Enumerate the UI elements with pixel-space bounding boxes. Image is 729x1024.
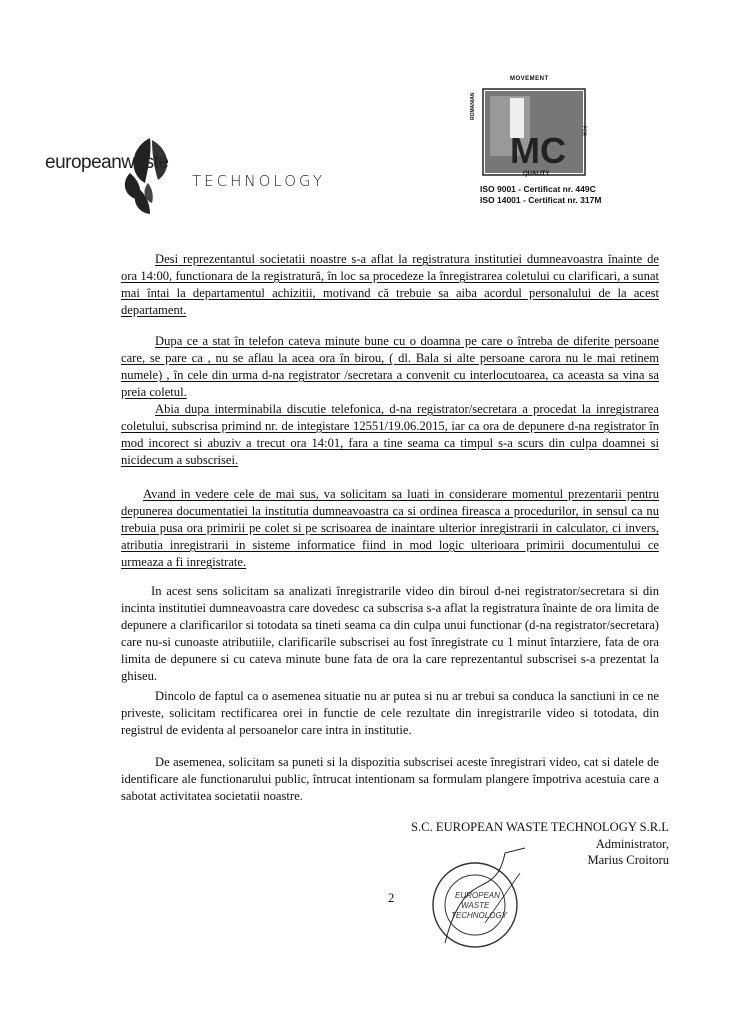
svg-text:TECHNOLOGY: TECHNOLOGY <box>451 911 508 920</box>
iso-9001-label: ISO 9001 - Certificat nr. 449C <box>480 184 596 194</box>
company-stamp <box>425 843 553 953</box>
logo-tagline: TECHNOLOGY <box>192 172 326 190</box>
paragraph-6: Dincolo de faptul ca o asemenea situatie nu ar putea si nu ar trebui sa conduca la sanctiuni in ce ne priveste, solicitam rectificarea orei in functie de cele rezultate din inregistrarile video si totodata, din registrul de evidenta al persoanelor care intra in institutie. <box>121 689 659 737</box>
svg-text:MC: MC <box>510 130 566 171</box>
paragraph-2: Dupa ce a stat în telefon cateva minute bune cu o doamna pe care o întreba de diferite persoane care, se pare ca , nu se aflau la acea ora în birou, ( dl. Bala si alte persoane carora nu le mai retinem numele) , în cele din urma d-na registrator /secretara a convenit cu interlocutoarea, ca aceasta sa vina sa preia coletul. <box>121 334 659 399</box>
page-number: 2 <box>388 891 395 905</box>
cert-movement-label: MOVEMENT <box>510 76 549 82</box>
paragraph-7: De asemenea, solicitam sa puneti si la dispozitia subscrisei aceste înregistrari video, cat si datele de identificare ale functionarului public, întrucat intentionam sa formulam plangere împotriva acestuia care a sabotat activitatea societatii noastre. <box>121 755 659 803</box>
paragraph-1: Desi reprezentantul societatii noastre s-a aflat la registratura institutiei dumneavoastra înainte de ora 14:00, functionara de la registratură, în loc sa procedeze la înregistrarea coletului cu clarificari, a sunat mai întai la departamentul achizitii, motivand că trebuie sa aiba acordul personalului de la acest departament. <box>121 252 659 317</box>
cert-romanian-label: ROMANIAN <box>470 92 476 120</box>
cert-quality-label: QUALITY <box>523 171 550 177</box>
cert-for-label: FOR <box>580 125 587 137</box>
signature-role: Administrator, <box>595 837 669 851</box>
paragraph-3: Abia dupa interminabila discutie telefonica, d-na registrator/secretara a procedat la inregistrarea coletului, subscrisa primind nr. de integistare 12551/19.06.2015, iar ca ora de depunere d-na registrator în mod incorect si abuziv a trecut ora 14:01, fara a tine seama ca timpul s-a scurs din culpa doamnei si nicidecum a subscrisei. <box>121 402 659 467</box>
signature-company: S.C. EUROPEAN WASTE TECHNOLOGY S.R.L <box>411 820 669 834</box>
paragraph-4: Avand in vedere cele de mai sus, va solicitam sa luati in considerare momentul prezentarii pentru depunerea documentatiei la institutia dumneavoastra ca si ordinea fireasca a procedurilor, in sensul ca nu trebuia pusa ora primirii pe colet si pe scrisoarea de inaintare ulterior inregistrarii in calculator, ci invers, atributia inregistrarii in sisteme informatice fiind in mod logic ulterioara primirii documentului ce urmeaza a fi inregistrate. <box>121 487 659 569</box>
logo-wordmark: europeanwaste <box>45 152 169 173</box>
signature-name: Marius Croitoru <box>587 853 669 867</box>
svg-text:WASTE: WASTE <box>461 901 490 910</box>
svg-text:EUROPEAN: EUROPEAN <box>455 891 500 900</box>
iso-14001-label: ISO 14001 - Certificat nr. 317M <box>480 195 602 205</box>
paragraph-5: In acest sens solicitam sa analizati înregistrarile video din biroul d-nei registrator/secretara si din incinta institutiei dumneavoastra care dovedesc ca subscrisa s-a aflat la registratura înainte de ora limita de depunere a clarificarilor si totodata sa tineti seama ca din culpa unui functionar (d-na registrator/secretara) care nu-si cunoaste atributiile, clarificarile subscrisei au fost înregistrate cu 1 minut întarziere, fata de ora limita de depunere si cu cateva minute bune fata de ora la care reprezentantul subscrisei s-a prezentat la ghiseu. <box>121 584 659 683</box>
